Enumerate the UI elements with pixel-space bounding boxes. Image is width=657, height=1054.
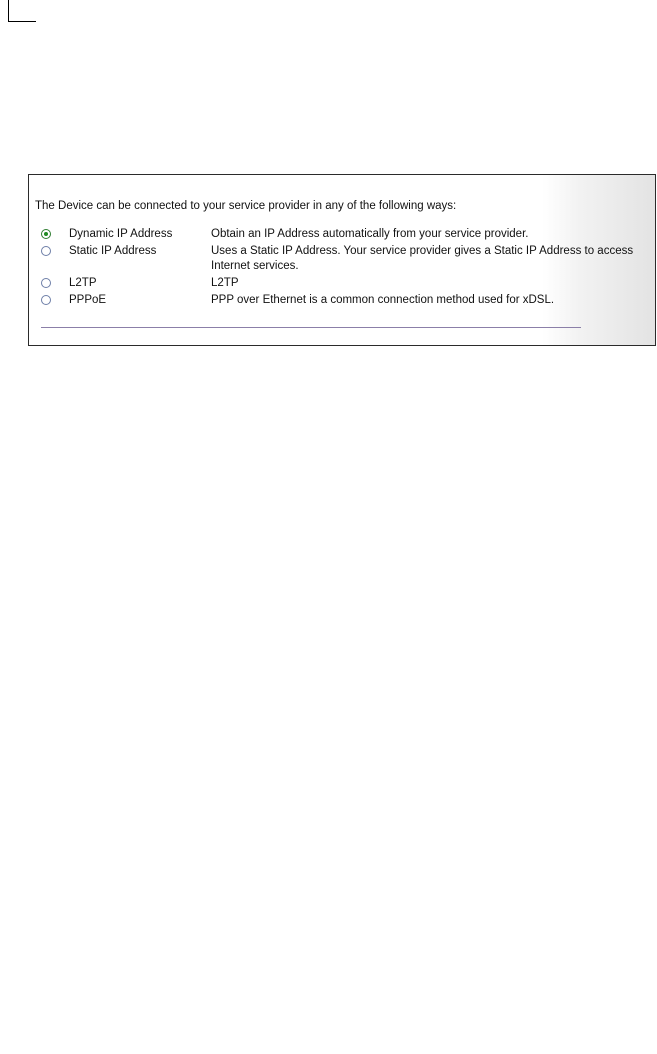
option-label-static-ip: Static IP Address (69, 245, 157, 257)
option-label-pppoe: PPPoE (69, 294, 107, 306)
connection-type-options (35, 227, 651, 310)
page-corner-marker (8, 0, 36, 22)
option-description-l2tp: L2TP (211, 277, 239, 289)
option-description-static-ip: Uses a Static IP Address. Your service provider gives a Static IP Address to access Internet services. (211, 245, 634, 272)
connection-type-panel (28, 174, 656, 346)
option-label-dynamic-ip: Dynamic IP Address (69, 228, 173, 240)
option-row-l2tp[interactable] (35, 276, 651, 291)
option-description-dynamic-ip: Obtain an IP Address automatically from your service provider. (211, 228, 529, 240)
radio-dynamic-ip[interactable] (41, 229, 51, 239)
option-description-pppoe: PPP over Ethernet is a common connection method used for xDSL. (211, 294, 555, 306)
option-row-dynamic-ip[interactable] (35, 227, 651, 242)
panel-divider (41, 327, 581, 328)
option-row-pppoe[interactable] (35, 293, 651, 308)
radio-l2tp[interactable] (41, 278, 51, 288)
radio-pppoe[interactable] (41, 295, 51, 305)
option-label-l2tp: L2TP (69, 277, 97, 289)
radio-static-ip[interactable] (41, 246, 51, 256)
option-row-static-ip[interactable] (35, 244, 651, 274)
panel-intro-text: The Device can be connected to your service provider in any of the following ways: (35, 200, 457, 212)
